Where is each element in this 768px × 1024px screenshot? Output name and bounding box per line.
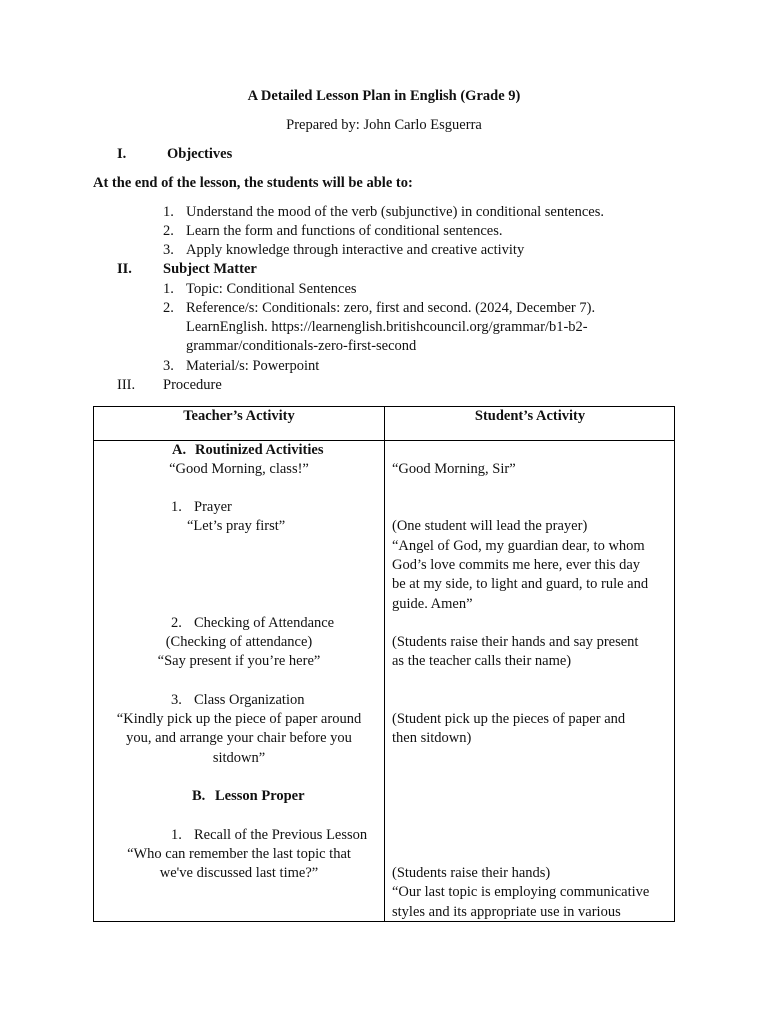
objective-num: 3.	[163, 242, 174, 258]
subject-item-num: 2.	[163, 300, 174, 316]
student-prayer-line: guide. Amen”	[392, 596, 473, 612]
teacher-recall-line: “Who can remember the last topic that	[127, 846, 351, 862]
student-organization-line: (Student pick up the pieces of paper and	[392, 711, 626, 727]
student-prayer-line: God’s love commits me here, ever this day	[392, 557, 641, 573]
objectives-heading: Objectives	[167, 146, 233, 162]
teacher-recall-line: we've discussed last time?”	[159, 865, 319, 881]
teacher-organization-line: sitdown”	[212, 750, 266, 766]
subject-item-num: 1.	[163, 281, 174, 297]
subject-item-topic: Topic: Conditional Sentences	[186, 281, 357, 297]
student-organization-line: then sitdown)	[392, 730, 472, 746]
teacher-organization-line: you, and arrange your chair before you	[126, 730, 352, 746]
procedure-table	[93, 406, 675, 922]
routinized-letter: A.	[172, 442, 187, 458]
teacher-greeting: “Good Morning, class!”	[169, 461, 309, 477]
procedure-numeral: III.	[117, 377, 136, 393]
objectives-numeral: I.	[117, 146, 127, 162]
student-attendance-line: (Students raise their hands and say present	[392, 634, 639, 650]
student-recall-line: (Students raise their hands)	[392, 865, 551, 881]
subject-matter-numeral: II.	[117, 261, 132, 277]
table-column-divider	[384, 407, 385, 921]
recall-num: 1.	[171, 827, 182, 843]
student-prayer-line: be at my side, to light and guard, to rule and	[392, 576, 649, 592]
student-prayer-line: “Angel of God, my guardian dear, to whom	[392, 538, 645, 554]
teacher-prayer: “Let’s pray first”	[187, 518, 286, 534]
objective-num: 2.	[163, 223, 174, 239]
subject-item-materials: Material/s: Powerpoint	[186, 358, 320, 374]
student-attendance-line: as the teacher calls their name)	[392, 653, 572, 669]
prayer-label: Prayer	[194, 499, 232, 515]
student-prayer-line: (One student will lead the prayer)	[392, 518, 588, 534]
student-recall-line: styles and its appropriate use in various	[392, 904, 621, 920]
objectives-intro: At the end of the lesson, the students will be able to:	[93, 175, 413, 191]
student-greeting: “Good Morning, Sir”	[392, 461, 516, 477]
subject-matter-heading: Subject Matter	[163, 261, 257, 277]
prayer-num: 1.	[171, 499, 182, 515]
teacher-attendance-line: “Say present if you’re here”	[157, 653, 321, 669]
objective-text: Understand the mood of the verb (subjunctive) in conditional sentences.	[186, 204, 604, 220]
recall-label: Recall of the Previous Lesson	[194, 827, 368, 843]
objective-num: 1.	[163, 204, 174, 220]
teacher-attendance-line: (Checking of attendance)	[165, 634, 313, 650]
organization-label: Class Organization	[194, 692, 305, 708]
attendance-label: Checking of Attendance	[194, 615, 335, 631]
procedure-heading: Procedure	[163, 377, 222, 393]
lesson-proper-letter: B.	[192, 788, 206, 804]
teacher-activity-header: Teacher’s Activity	[183, 408, 295, 424]
lesson-proper-title: Lesson Proper	[215, 788, 305, 804]
subject-item-num: 3.	[163, 358, 174, 374]
prepared-by: Prepared by: John Carlo Esguerra	[286, 117, 482, 133]
routinized-title: Routinized Activities	[195, 442, 324, 458]
subject-item-reference-line: LearnEnglish. https://learnenglish.britishcouncil.org/grammar/b1-b2-	[186, 319, 588, 335]
objective-text: Apply knowledge through interactive and creative activity	[186, 242, 525, 258]
subject-item-reference-line: grammar/conditionals-zero-first-second	[186, 338, 417, 354]
attendance-num: 2.	[171, 615, 182, 631]
document-title: A Detailed Lesson Plan in English (Grade 9)	[247, 88, 521, 104]
organization-num: 3.	[171, 692, 182, 708]
subject-item-reference-line: Reference/s: Conditionals: zero, first and second. (2024, December 7).	[186, 300, 596, 316]
student-recall-line: “Our last topic is employing communicative	[392, 884, 650, 900]
teacher-organization-line: “Kindly pick up the piece of paper around	[116, 711, 362, 727]
objective-text: Learn the form and functions of conditional sentences.	[186, 223, 503, 239]
student-activity-header: Student’s Activity	[474, 408, 586, 424]
